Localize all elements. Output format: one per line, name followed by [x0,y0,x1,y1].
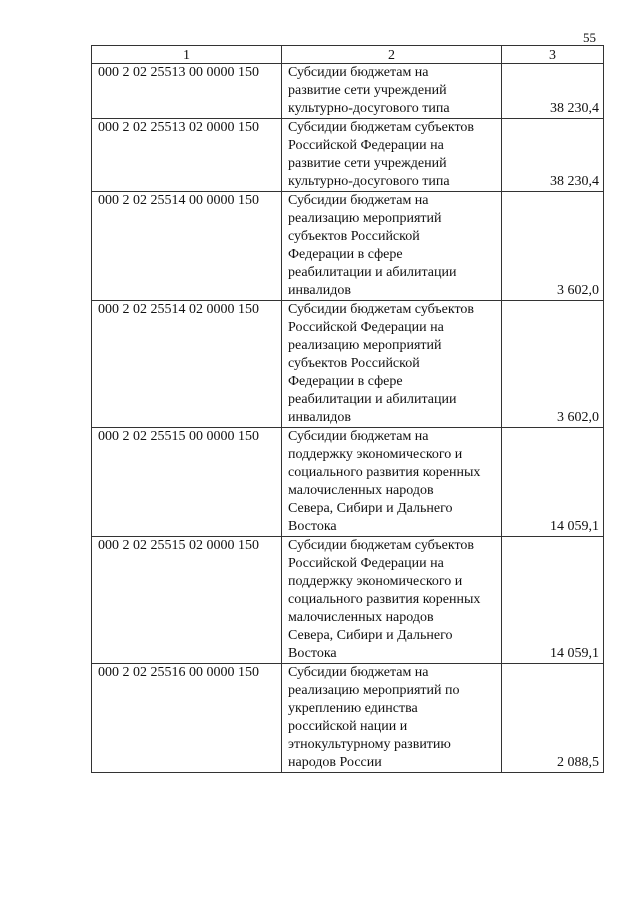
budget-code-cell: 000 2 02 25513 02 0000 150 [92,119,282,192]
description-line: реализацию мероприятий [288,211,442,226]
header-row [92,46,604,64]
description-line: Субсидии бюджетам на [288,665,429,680]
description-line: реализацию мероприятий по [288,683,460,698]
column-header-2: 2 [282,46,502,64]
description-line: Субсидии бюджетам на [288,65,429,80]
description-line: социального развития коренных [288,465,481,480]
description-line: Российской Федерации на [288,556,444,571]
description-cell [282,428,502,537]
description-line: Российской Федерации на [288,320,444,335]
description-line: малочисленных народов [288,610,434,625]
description-line: Субсидии бюджетам субъектов [288,538,475,553]
budget-code-cell: 000 2 02 25514 02 0000 150 [92,301,282,428]
table-row [92,664,604,773]
description-line: инвалидов [288,410,351,425]
column-header-1: 1 [92,46,282,64]
description-line: Субсидии бюджетам на [288,429,429,444]
budget-code-cell: 000 2 02 25515 02 0000 150 [92,537,282,664]
column-header-3: 3 [502,46,604,64]
description-line: российской нации и [288,719,408,734]
description-line: поддержку экономического и [288,447,463,462]
description-line: инвалидов [288,283,351,298]
description-line: развитие сети учреждений [288,156,447,171]
page-number: 55 [583,30,596,45]
description-line: малочисленных народов [288,483,434,498]
description-line: поддержку экономического и [288,574,463,589]
amount-cell: 14 059,1 [502,537,604,664]
description-line: Российской Федерации на [288,138,444,153]
description-line: Востока [288,646,337,661]
description-line: субъектов Российской [288,356,420,371]
description-line: субъектов Российской [288,229,420,244]
description-line: культурно-досугового типа [288,174,450,189]
table-row [92,119,604,192]
description-line: Субсидии бюджетам субъектов [288,302,475,317]
description-cell [282,537,502,664]
description-line: Севера, Сибири и Дальнего [288,501,453,516]
table-body [92,64,604,773]
amount-cell: 38 230,4 [502,119,604,192]
budget-code-cell: 000 2 02 25514 00 0000 150 [92,192,282,301]
description-cell [282,192,502,301]
description-cell [282,64,502,119]
amount-cell: 14 059,1 [502,428,604,537]
description-line: реабилитации и абилитации [288,392,457,407]
description-line: этнокультурному развитию [288,737,451,752]
description-line: Востока [288,519,337,534]
budget-code-cell: 000 2 02 25515 00 0000 150 [92,428,282,537]
description-line: Субсидии бюджетам на [288,193,429,208]
description-line: Федерации в сфере [288,247,403,262]
description-line: Федерации в сфере [288,374,403,389]
budget-code-cell: 000 2 02 25513 00 0000 150 [92,64,282,119]
description-line: Субсидии бюджетам субъектов [288,120,475,135]
budget-code-cell: 000 2 02 25516 00 0000 150 [92,664,282,773]
amount-cell: 38 230,4 [502,64,604,119]
table-row [92,537,604,664]
description-cell [282,664,502,773]
table-row [92,64,604,119]
description-line: социального развития коренных [288,592,481,607]
description-line: народов России [288,755,382,770]
description-line: реабилитации и абилитации [288,265,457,280]
description-cell [282,301,502,428]
table-row [92,428,604,537]
amount-cell: 2 088,5 [502,664,604,773]
description-line: укреплению единства [288,701,418,716]
description-line: Севера, Сибири и Дальнего [288,628,453,643]
table-row [92,192,604,301]
amount-cell: 3 602,0 [502,192,604,301]
description-cell [282,119,502,192]
description-line: развитие сети учреждений [288,83,447,98]
table-row [92,301,604,428]
description-line: культурно-досугового типа [288,101,450,116]
amount-cell: 3 602,0 [502,301,604,428]
budget-table [91,45,604,773]
description-line: реализацию мероприятий [288,338,442,353]
